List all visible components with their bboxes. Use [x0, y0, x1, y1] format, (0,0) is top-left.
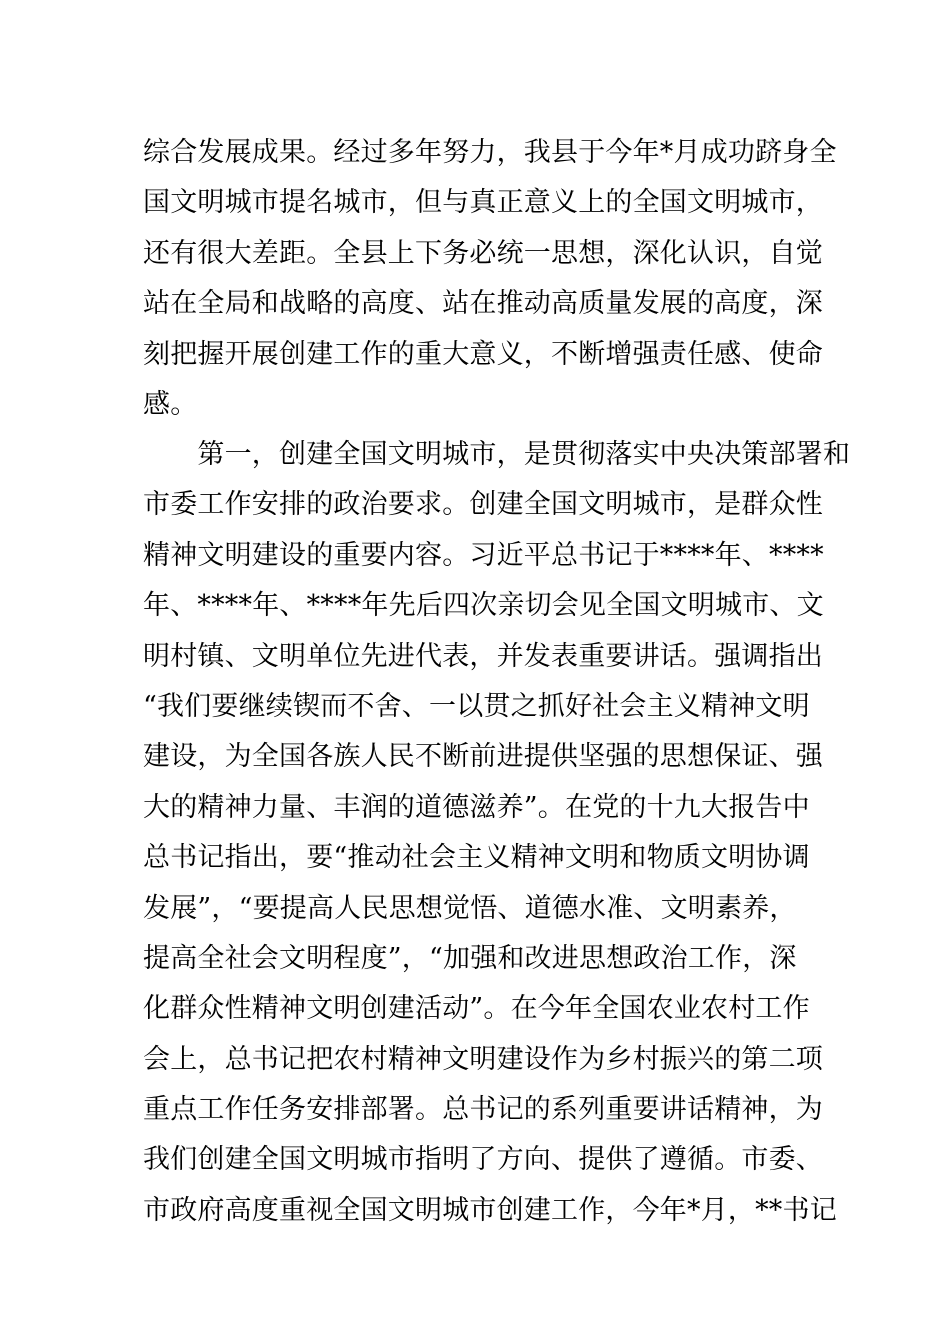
text-line: 感。 [143, 388, 198, 420]
text-line: 发展”，“要提高人民思想觉悟、道德水准、文明素养， [143, 892, 797, 924]
text-line: 建设，为全国各族人民不断前进提供坚强的思想保证、强 [143, 741, 823, 773]
text-line: 市政府高度重视全国文明城市创建工作，今年*月，**书记 [143, 1194, 837, 1226]
text-line: 刻把握开展创建工作的重大意义，不断增强责任感、使命 [143, 338, 823, 370]
text-line: 年、****年、****年先后四次亲切会见全国文明城市、文 [143, 590, 824, 622]
text-line: 明村镇、文明单位先进代表，并发表重要讲话。强调指出 [143, 640, 823, 672]
text-line: 重点工作任务安排部署。总书记的系列重要讲话精神，为 [143, 1094, 823, 1126]
paragraph-2 [143, 430, 851, 1236]
text-line: 提高全社会文明程度”，“加强和改进思想政治工作，深 [143, 942, 797, 974]
text-line: 综合发展成果。经过多年努力，我县于今年*月成功跻身全 [143, 137, 837, 168]
text-line: “我们要继续锲而不舍、一以贯之抓好社会主义精神文明 [143, 690, 810, 722]
text-line: 化群众性精神文明创建活动”。在今年全国农业农村工作 [143, 993, 810, 1025]
text-line: 总书记指出，要“推动社会主义精神文明和物质文明协调 [143, 842, 810, 874]
paragraph-1 [143, 128, 837, 430]
text-line: 国文明城市提名城市，但与真正意义上的全国文明城市， [143, 187, 823, 219]
text-line: 会上，总书记把农村精神文明建设作为乡村振兴的第二项 [143, 1043, 823, 1075]
text-line: 精神文明建设的重要内容。习近平总书记于****年、**** [143, 539, 824, 571]
text-line: 站在全局和战略的高度、站在推动高质量发展的高度，深 [143, 288, 823, 320]
text-line: 大的精神力量、丰润的道德滋养”。在党的十九大报告中 [143, 791, 810, 823]
text-line: 第一，创建全国文明城市，是贯彻落实中央决策部署和 [143, 439, 851, 470]
text-line: 我们创建全国文明城市指明了方向、提供了遵循。市委、 [143, 1144, 823, 1176]
text-line: 市委工作安排的政治要求。创建全国文明城市，是群众性 [143, 489, 823, 521]
text-line: 还有很大差距。全县上下务必统一思想，深化认识，自觉 [143, 237, 823, 269]
